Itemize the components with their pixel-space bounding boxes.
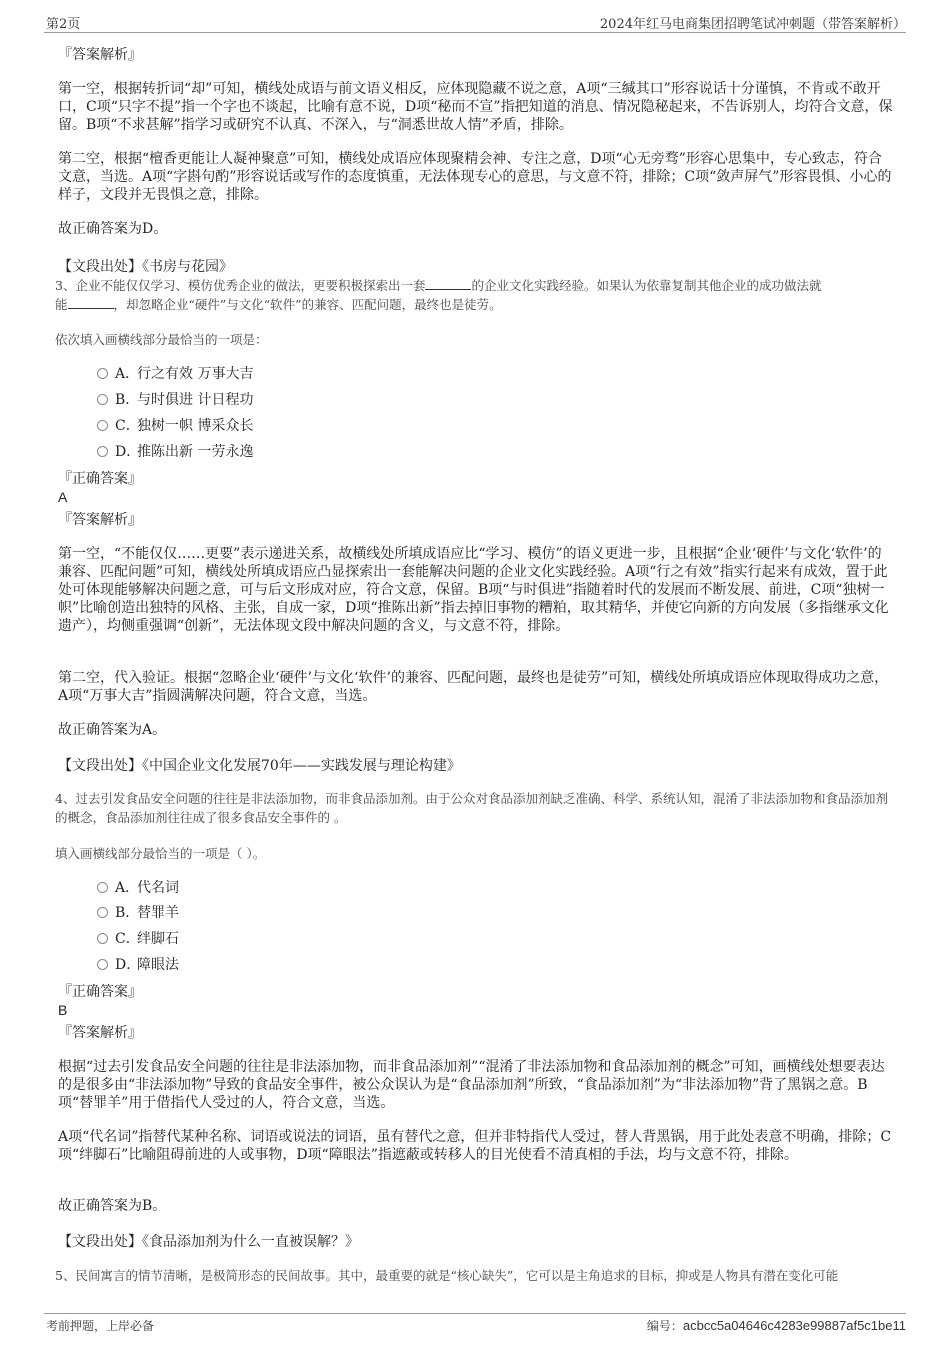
- q3-option-d[interactable]: D．推陈出新 一劳永逸: [97, 442, 253, 462]
- conclusion: 故正确答案为A。: [58, 722, 167, 738]
- q4-answer: B: [58, 1002, 68, 1018]
- q3-stem: 3、企业不能仅仅学习、模仿优秀企业的做法，更要积极探索出一套 的企业文化实践经验。如果认为依靠复制其他企业的成功做法就 能 ，却忽略企业“硬件”与文化“软件”的兼容、匹配问题，最终也是徒劳。: [55, 278, 822, 312]
- q4-conclusion: [58, 1197, 894, 1215]
- radio-icon[interactable]: [97, 933, 108, 944]
- q3-correct-label: 『正确答案』: [58, 471, 142, 487]
- document-id: 编号：acbcc5a04646c4283e99887af5c1be11: [646, 1318, 906, 1333]
- q3-analysis-para1: [58, 545, 894, 635]
- radio-icon[interactable]: [97, 882, 108, 893]
- q4-option-b[interactable]: B．替罪羊: [97, 903, 179, 923]
- q3-option-c[interactable]: C．独树一帜 博采众长: [97, 416, 253, 436]
- radio-icon[interactable]: [97, 420, 108, 431]
- radio-icon[interactable]: [97, 368, 108, 379]
- paragraph: 第一空，“不能仅仅……更要”表示递进关系，故横线处所填成语应比“学习、模仿”的语义更进一步，且根据“企业‘硬件’与文化‘软件’的兼容、匹配问题”可知，横线处所填成语应凸显探索出一套能解决问题的企业文化实践经验。A项“行之有效”指实行起来有成效，置于此处可体现能够解决问题之意，可与后文形成对应，符合文意，保留。B项“与时俱进”指随着时代的发展而不断发展、前进，C项“独树一帜”比喻创造出独特的风格、主张，自成一家，D项“推陈出新”指去掉旧事物的糟粕，取其精华，并使它向新的方向发展（多指继承文化遗产），均侧重强调“创新”，无法体现文段中解决问题的含义，与文意不符，排除。: [58, 546, 889, 634]
- q3-option-a[interactable]: A．行之有效 万事大吉: [97, 364, 253, 384]
- q5-stem: 5、民间寓言的情节清晰，是极简形态的民间故事。其中，最重要的就是“核心缺失”，它可以是主角追求的目标，抑或是人物具有潜在变化可能: [55, 1268, 839, 1283]
- q4-analysis-para1: [58, 1058, 894, 1112]
- radio-icon[interactable]: [97, 394, 108, 405]
- q4-option-a[interactable]: A．代名词: [97, 878, 179, 898]
- q2-source: 【文段出处】《书房与花园》: [58, 259, 233, 275]
- q3-analysis-para2: [58, 669, 894, 705]
- blank-line: [425, 277, 471, 290]
- radio-icon[interactable]: [97, 959, 108, 970]
- paragraph: 第二空，代入验证。根据“忽略企业‘硬件’与文化‘软件’的兼容、匹配问题，最终也是徒劳”可知，横线处所填成语应体现取得成功之意，A项“万事大吉”指圆满解决问题，符合文意，当选。: [58, 670, 889, 704]
- page-footer: [44, 1313, 906, 1338]
- q4-correct-label: 『正确答案』: [58, 984, 142, 1000]
- document-code: acbcc5a04646c4283e99887af5c1be11: [682, 1318, 906, 1333]
- q3-conclusion: [58, 721, 894, 739]
- paragraph: 第二空，根据“檀香更能让人凝神聚意”可知，横线处成语应体现聚精会神、专注之意，D项“心无旁骛”形容心思集中，专心致志，符合文意，当选。A项“字斟句酌”形容说话或写作的态度慎重，无法体现专心的意思，与文意不符，排除；C项“敛声屏气”形容畏惧、小心的样子，文段并无畏惧之意，排除。: [58, 151, 892, 203]
- document-title: 2024年红马电商集团招聘笔试冲刺题（带答案解析）: [599, 17, 906, 32]
- q4-analysis-label: 『答案解析』: [58, 1025, 142, 1041]
- q3-answer: A: [58, 489, 68, 505]
- q3-source: 【文段出处】《中国企业文化发展70年——实践发展与理论构建》: [58, 758, 461, 774]
- conclusion: 故正确答案为D。: [58, 221, 168, 237]
- paragraph: 第一空，根据转折词“却”可知，横线处成语与前文语义相反，应体现隐藏不说之意，A项“三缄其口”形容说话十分谨慎，不肯或不敢开口，C项“只字不提”指一个字也不谈起，比喻有意不说，D项“秘而不宣”指把知道的消息、情况隐秘起来，不告诉别人，均符合文意，保留。B项“不求甚解”指学习或研究不认真、不深入，与“洞悉世故人情”矛盾，排除。: [58, 81, 893, 133]
- q4-source: 【文段出处】《食品添加剂为什么一直被误解？》: [58, 1234, 359, 1250]
- radio-icon[interactable]: [97, 446, 108, 457]
- q4-stem: 4、过去引发食品安全问题的往往是非法添加物，而非食品添加剂。由于公众对食品添加剂缺乏准确、科学、系统认知，混淆了非法添加物和食品添加剂的概念，食品添加剂往往成了很多食品安全事件的 。: [55, 791, 888, 825]
- q2-analysis-label-block: [58, 46, 894, 64]
- radio-icon[interactable]: [97, 907, 108, 918]
- q4-instruction: 填入画横线部分最恰当的一项是（ ）。: [55, 846, 266, 861]
- q4-analysis-para2: [58, 1128, 894, 1164]
- footer-slogan: 考前押题，上岸必备: [46, 1319, 155, 1333]
- paragraph: 根据“过去引发食品安全问题的往往是非法添加物，而非食品添加剂”“混淆了非法添加物和食品添加剂的概念”可知，画横线处想要表达的是很多由“非法添加物”导致的食品安全事件，被公众误认为是“食品添加剂”所致，“食品添加剂”为“非法添加物”背了黑锅之意。B项“替罪羊”用于借指代人受过的人，符合文意，当选。: [58, 1059, 885, 1111]
- page-number: 第2页: [46, 17, 81, 32]
- q3-option-b[interactable]: B．与时俱进 计日程功: [97, 390, 253, 410]
- q2-analysis-para2: [58, 150, 894, 204]
- q3-instruction: 依次填入画横线部分最恰当的一项是：: [55, 332, 268, 347]
- q4-option-c[interactable]: C．绊脚石: [97, 929, 179, 949]
- q2-analysis-para1: [58, 80, 894, 134]
- q4-option-d[interactable]: D．障眼法: [97, 955, 179, 975]
- blank-line: [68, 296, 114, 309]
- conclusion: 故正确答案为B。: [58, 1198, 167, 1214]
- q2-conclusion: [58, 220, 894, 238]
- analysis-label: 『答案解析』: [58, 47, 142, 63]
- page-header: [44, 10, 906, 33]
- paragraph: A项“代名词”指替代某种名称、词语或说法的词语，虽有替代之意，但并非特指代人受过，替人背黑锅，用于此处表意不明确，排除；C项“绊脚石”比喻阻碍前进的人或事物，D项“障眼法”指遮蔽或转移人的目光使看不清真相的手法，均与文意不符，排除。: [58, 1129, 892, 1163]
- q3-analysis-label: 『答案解析』: [58, 512, 142, 528]
